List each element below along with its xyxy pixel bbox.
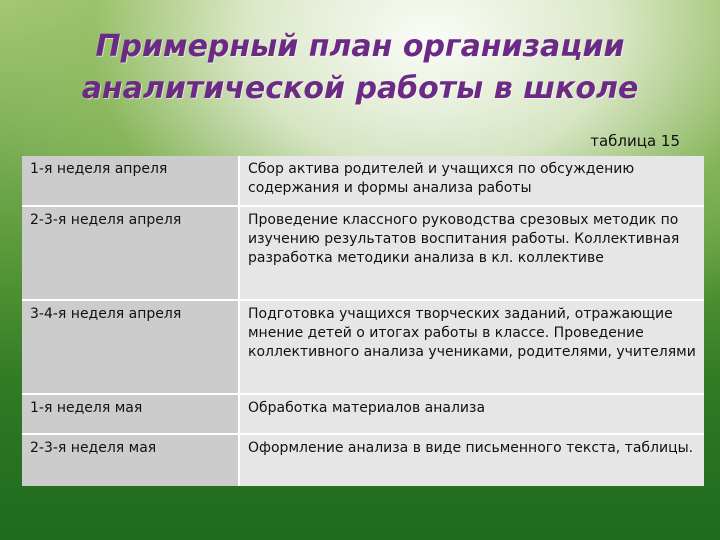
- task-cell: Оформление анализа в виде письменного текста, таблицы.: [239, 434, 704, 486]
- table-row: [22, 300, 704, 394]
- week-cell: 1-я неделя апреля: [22, 156, 239, 206]
- table-row: [22, 156, 704, 206]
- task-cell: Обработка материалов анализа: [239, 394, 704, 434]
- task-cell: Проведение классного руководства срезовых методик по изучению результатов воспитания работы. Коллективная разработка методики анализа в кл. коллективе: [239, 206, 704, 300]
- table-row: [22, 394, 704, 434]
- task-cell: Подготовка учащихся творческих заданий, отражающие мнение детей о итогах работы в классе. Проведение коллективного анализа учениками, родителями, учителями: [239, 300, 704, 394]
- table-caption: таблица 15: [590, 132, 680, 150]
- week-cell: 2-3-я неделя мая: [22, 434, 239, 486]
- task-cell: Сбор актива родителей и учащихся по обсуждению содержания и формы анализа работы: [239, 156, 704, 206]
- title-line-1: Примерный план организации: [95, 29, 625, 64]
- week-cell: 1-я неделя мая: [22, 394, 239, 434]
- table-row: [22, 434, 704, 486]
- slide-title: [0, 26, 720, 110]
- week-cell: 3-4-я неделя апреля: [22, 300, 239, 394]
- title-line-2: аналитической работы в школе: [81, 71, 639, 106]
- plan-table: [22, 156, 704, 486]
- week-cell: 2-3-я неделя апреля: [22, 206, 239, 300]
- table-row: [22, 206, 704, 300]
